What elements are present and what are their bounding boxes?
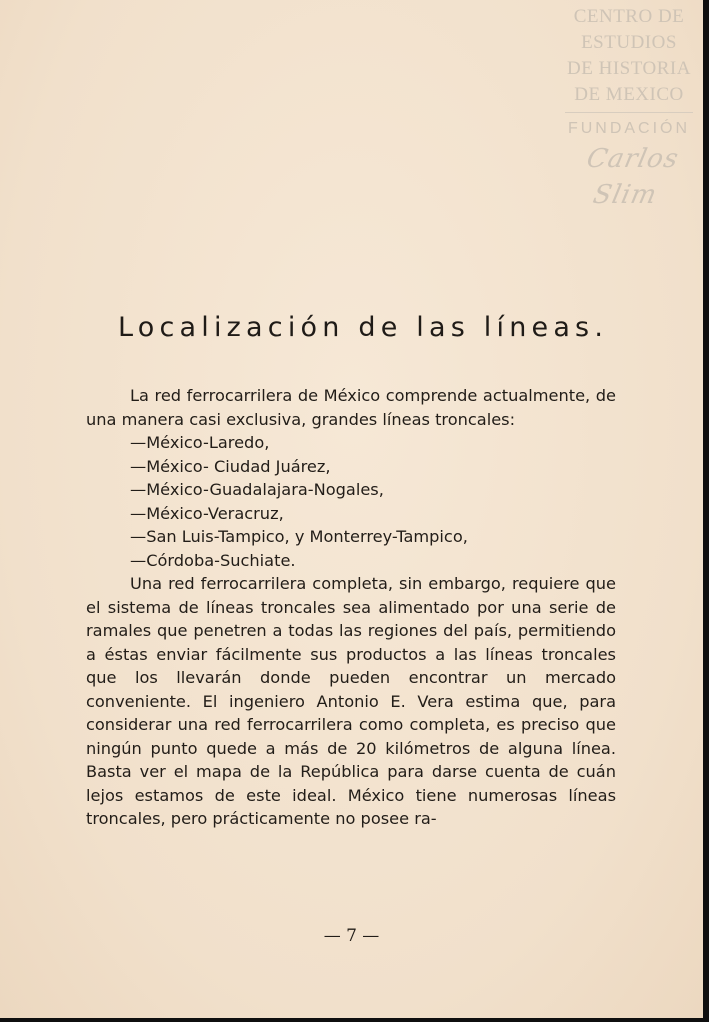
watermark-line-3: DE HISTORIA <box>567 58 691 79</box>
trunk-line-item: —Córdoba-Suchiate. <box>130 550 296 570</box>
archive-watermark <box>559 4 699 213</box>
body-text <box>86 384 616 831</box>
main-paragraph: Una red ferrocarrilera completa, sin embargo, requiere que el sistema de líneas troncales sea alimentado por una serie de ramales que penetren a todas las regiones del país, permitiendo a éstas enviar fácilmente sus productos a las líneas troncales que los llevarán donde pueden encontrar un mercado conveniente. El ingeniero Antonio E. Vera estima que, para considerar una red ferrocarrilera como completa, es preciso que ningún punto quede a más de 20 kilómetros de alguna línea. Basta ver el mapa de la República para darse cuenta de cuán lejos estamos de este ideal. México tiene numerosas líneas troncales, pero prácticamente no posee ra- <box>86 574 616 828</box>
intro-paragraph: La red ferrocarrilera de México comprende actualmente, de una manera casi exclusiva, grandes líneas troncales: <box>86 386 616 429</box>
trunk-line-item: —México-Veracruz, <box>130 503 284 523</box>
section-title: Localización de las líneas. <box>118 312 609 343</box>
watermark-line-1: CENTRO DE <box>573 6 685 27</box>
watermark-line-2: ESTUDIOS <box>581 32 677 53</box>
watermark-divider <box>565 112 693 113</box>
watermark-signature: Carlos Slim <box>584 144 682 210</box>
trunk-line-item: —México- Ciudad Juárez, <box>130 456 331 476</box>
trunk-lines-list <box>86 431 616 572</box>
page-number: — 7 — <box>323 926 380 946</box>
trunk-line-item: —San Luis-Tampico, y Monterrey-Tampico, <box>130 527 468 546</box>
watermark-foundation: FUNDACIÓN <box>567 120 691 137</box>
trunk-line-item: —México-Laredo, <box>130 433 270 452</box>
trunk-line-item: —México-Guadalajara-Nogales, <box>130 480 384 499</box>
watermark-line-4: DE MEXICO <box>574 84 684 105</box>
